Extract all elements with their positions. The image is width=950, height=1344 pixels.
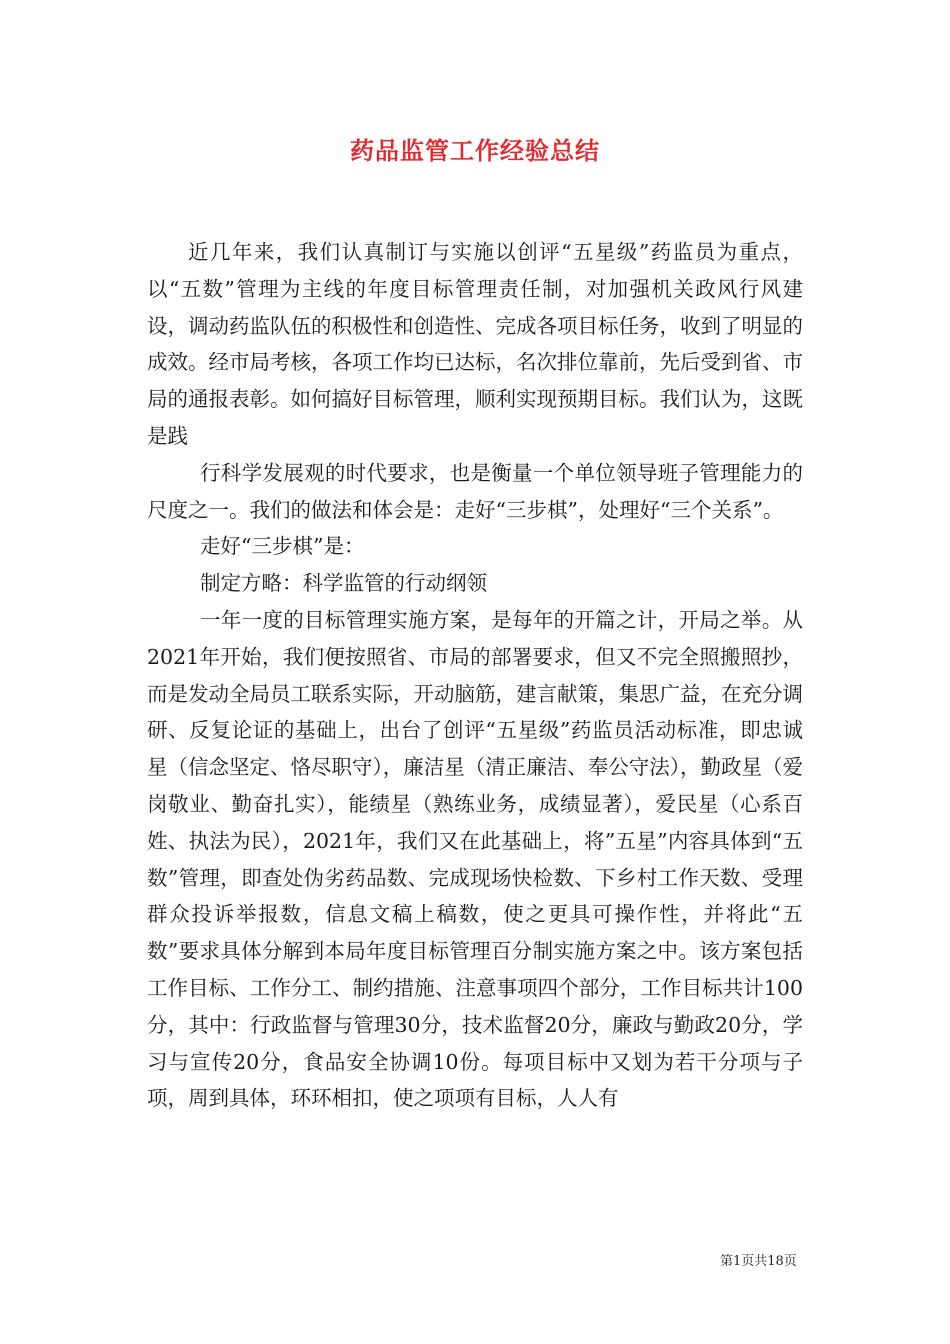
paragraph-section-heading: 制定方略：科学监管的行动纲领 — [200, 571, 487, 596]
paragraph-three-steps: 走好“三步棋”是： — [200, 534, 365, 559]
page-number: 第1页共18页 — [720, 1254, 797, 1269]
document-title: 药品监管工作经验总结 — [350, 136, 600, 165]
document-body — [147, 234, 803, 1117]
paragraph-continuation: 行科学发展观的时代要求，也是衡量一个单位领导班子管理能力的尺度之一。我们的做法和体会是：走好“三步棋”，处理好“三个关系”。 — [147, 460, 803, 522]
paragraph-plan-details: 一年一度的目标管理实施方案，是每年的开篇之计，开局之举。从2021年开始，我们便按照省、市局的部署要求，但又不完全照搬照抄，而是发动全局员工联系实际，开动脑筋，建言献策，集思广益，在充分调研、反复论证的基础上，出台了创评“五星级”药监员活动标准，即忠诚星（信念坚定、恪尽职守），廉洁星（清正廉洁、奉公守法），勤政星（爱岗敬业、勤奋扎实），能绩星（熟练业务，成绩显著），爱民星（心系百姓、执法为民），2021年，我们又在此基础上，将”五星”内容具体到“五数”管理，即查处伪劣药品数、完成现场快检数、下乡村工作天数、受理群众投诉举报数，信息文稿上稿数，使之更具可操作性，并将此“五数”要求具体分解到本局年度目标管理百分制实施方案之中。该方案包括工作目标、工作分工、制约措施、注意事项四个部分，工作目标共计100分，其中：行政监督与管理30分，技术监督20分，廉政与勤政20分，学习与宣传20分，食品安全协调10份。每项目标中又划为若干分项与子项，周到具体，环环相扣，使之项项有目标，人人有 — [147, 607, 803, 1111]
paragraph-intro: 近几年来，我们认真制订与实施以创评“五星级”药监员为重点，以“五数”管理为主线的年度目标管理责任制，对加强机关政风行风建设，调动药监队伍的积极性和创造性、完成各项目标任务，收到了明显的成效。经市局考核，各项工作均已达标，名次排位靠前，先后受到省、市局的通报表彰。如何搞好目标管理，顺利实现预期目标。我们认为，这既是践 — [147, 240, 803, 448]
